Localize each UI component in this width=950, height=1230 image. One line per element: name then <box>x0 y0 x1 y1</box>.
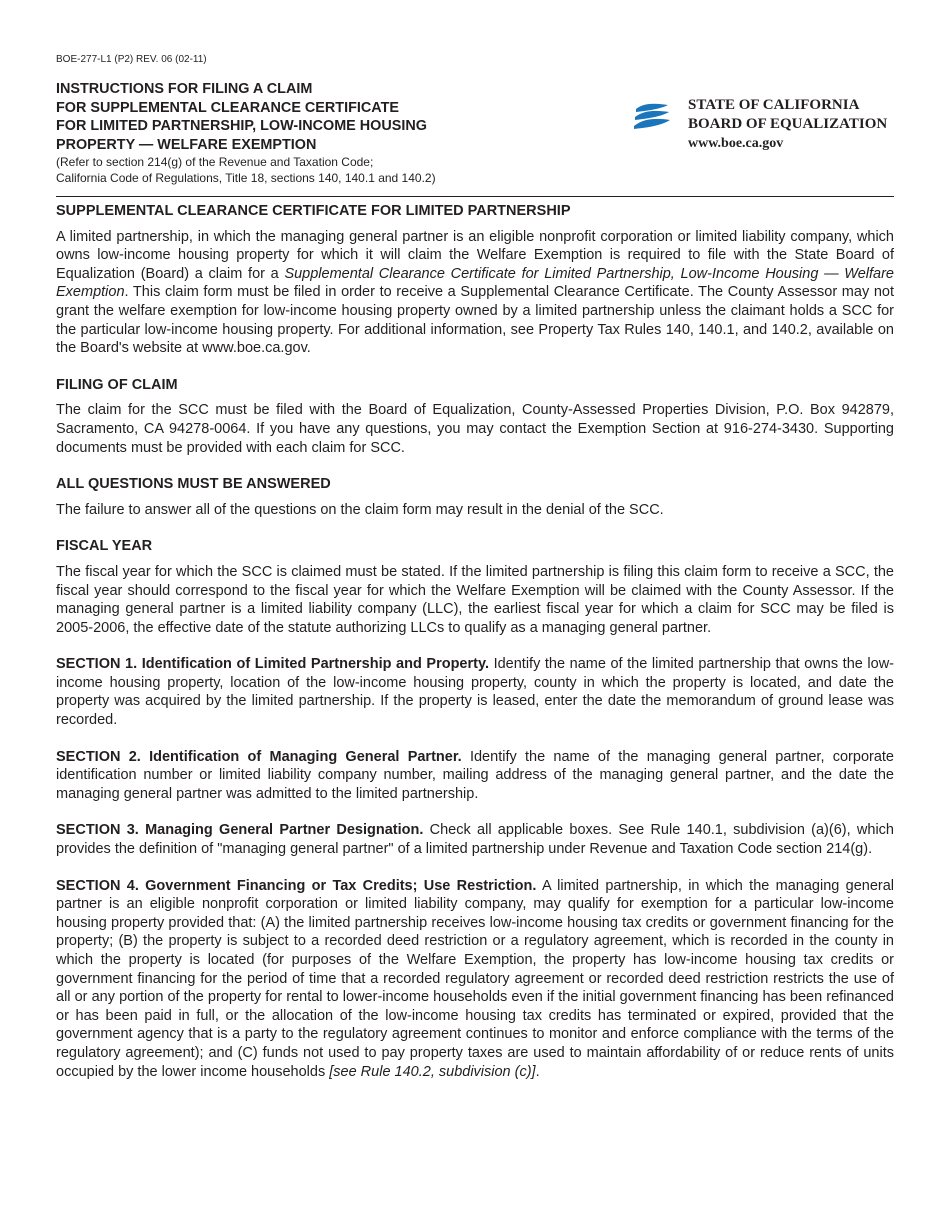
scc-form-name: Supplemental Clearance Certificate for Limited Partnership, Low-Income Housing — Welfare Exemption <box>56 265 894 301</box>
document-title-block <box>56 80 576 186</box>
header-divider <box>56 196 894 197</box>
filing-section <box>56 376 894 457</box>
filing-paragraph: The claim for the SCC must be filed with the Board of Equalization, County-Assessed Properties Division, P.O. Box 942879, Sacramento, CA 94278-0064. If you have any questions, you may contact the Exemption Section at 916-274-3430. Supporting documents must be provided with each claim for SCC. <box>56 402 894 456</box>
agency-names <box>688 96 887 153</box>
section4-paragraph <box>56 877 894 1082</box>
section1-lead: SECTION 1. Identification of Limited Partnership and Property. <box>56 656 489 673</box>
section2-paragraph <box>56 748 894 804</box>
section4-text: A limited partnership, in which the managing general partner is an eligible nonprofit corporation or limited liability company, may qualify for exemption for a particular low-income housing property provided that: (A) the limited partnership receives low-income housing tax credits or government financing for the property; (B) the property is subject to a recorded deed restriction or a regulatory agreement, which is recorded in the county in which the property is located (for purposes of the Welfare Exemption, the property has low-income housing tax credits or government financing for the period of time that a recorded regulatory agreement or recorded deed restriction restricts the use of all or any portion of the property for rental to lower-income households even if the initial government financing has been refinanced or has been paid in full, or the allocation of the low-income housing tax credits has terminated or expired, provided that the government agency that is a party to the regulatory agreement continues to monitor and enforce compliance with the terms of the regulatory agreement); and (C) funds not used to pay property taxes are used to maintain affordability of or reduce rents of units occupied by the lower income households <box>56 877 894 1080</box>
title-line-3: FOR LIMITED PARTNERSHIP, LOW-INCOME HOUSING <box>56 118 427 134</box>
section2-lead: SECTION 2. Identification of Managing General Partner. <box>56 748 462 765</box>
fiscal-heading: FISCAL YEAR <box>56 538 153 555</box>
scc-text-a: A limited partnership, in which the managing general partner is an eligible nonprofit corporation or limited liability company, which owns low-income housing property for which it will claim the Welfare Exemption is required to file with the State Board of Equalization (Board) a claim for a <box>56 228 894 282</box>
scc-section <box>56 202 894 358</box>
instructions-body <box>56 202 894 1081</box>
scc-heading: SUPPLEMENTAL CLEARANCE CERTIFICATE FOR LIMITED PARTNERSHIP <box>56 203 571 219</box>
filing-heading: FILING OF CLAIM <box>56 376 178 393</box>
title-line-4: PROPERTY — WELFARE EXEMPTION <box>56 136 317 153</box>
title-line-1: INSTRUCTIONS FOR FILING A CLAIM <box>56 81 313 97</box>
form-id: BOE-277-L1 (P2) REV. 06 (02-11) <box>56 54 207 65</box>
agency-website: www.boe.ca.gov <box>688 136 784 151</box>
section1-paragraph <box>56 655 894 729</box>
agency-name-line2: BOARD OF EQUALIZATION <box>688 116 888 132</box>
agency-name-line1: STATE OF CALIFORNIA <box>688 97 860 113</box>
agency-block <box>632 96 902 156</box>
questions-section <box>56 475 894 519</box>
section4-lead: SECTION 4. Government Financing or Tax Credits; Use Restriction. <box>56 877 537 894</box>
section3-paragraph <box>56 821 894 858</box>
section3-text: Check all applicable boxes. See Rule 140.1, subdivision (a)(6), which provides the definition of "managing general partner" of a limited partnership under Revenue and Taxation Code section 214(g). <box>56 822 894 858</box>
section1-text: Identify the name of the limited partnership that owns the low-income housing property, location of the low-income housing property, county in which the property is located, and date the property was acquired by the limited partnership. If the property is leased, enter the date the memorandum of ground lease was recorded. <box>56 656 894 729</box>
section2-text: Identify the name of the managing general partner, corporate identification number or limited liability company number, mailing address of the managing general partner, and the date the managing general partner was admitted to the limited partnership. <box>56 748 894 802</box>
section4-end: . <box>535 1063 540 1080</box>
fiscal-paragraph: The fiscal year for which the SCC is claimed must be stated. If the limited partnership is filing this claim form to receive a SCC, the fiscal year should correspond to the fiscal year for which the Welfare Exemption will be claimed with the County Assessor. If the managing general partner is a limited liability company (LLC), the earliest fiscal year for which a claim for SCC may be filed is 2005-2006, the effective date of the statute authorizing LLCs to qualify as a managing general partner. <box>56 563 894 636</box>
section4-rule-reference: [see Rule 140.2, subdivision (c)] <box>329 1063 536 1080</box>
reference-line-2: California Code of Regulations, Title 18, sections 140, 140.1 and 140.2) <box>56 171 436 185</box>
fiscal-section <box>56 537 894 637</box>
reference-line-1: (Refer to section 214(g) of the Revenue and Taxation Code; <box>56 155 374 169</box>
scc-paragraph <box>56 228 894 358</box>
scc-text-b: . This claim form must be filed in order to receive a Supplemental Clearance Certificate. The County Assessor may not grant the welfare exemption for low-income housing property owned by a limited partnership unless the claimant holds a SCC for the particular low-income housing property. For additional information, see Property Tax Rules 140, 140.1, and 140.2, available on the Board's website at www.boe.ca.gov. <box>56 284 894 357</box>
section3-lead: SECTION 3. Managing General Partner Designation. <box>56 822 424 839</box>
questions-heading: ALL QUESTIONS MUST BE ANSWERED <box>56 476 331 493</box>
boe-wave-logo-icon <box>632 100 672 134</box>
title-line-2: FOR SUPPLEMENTAL CLEARANCE CERTIFICATE <box>56 99 399 116</box>
questions-paragraph: The failure to answer all of the questions on the claim form may result in the denial of the SCC. <box>56 501 664 518</box>
